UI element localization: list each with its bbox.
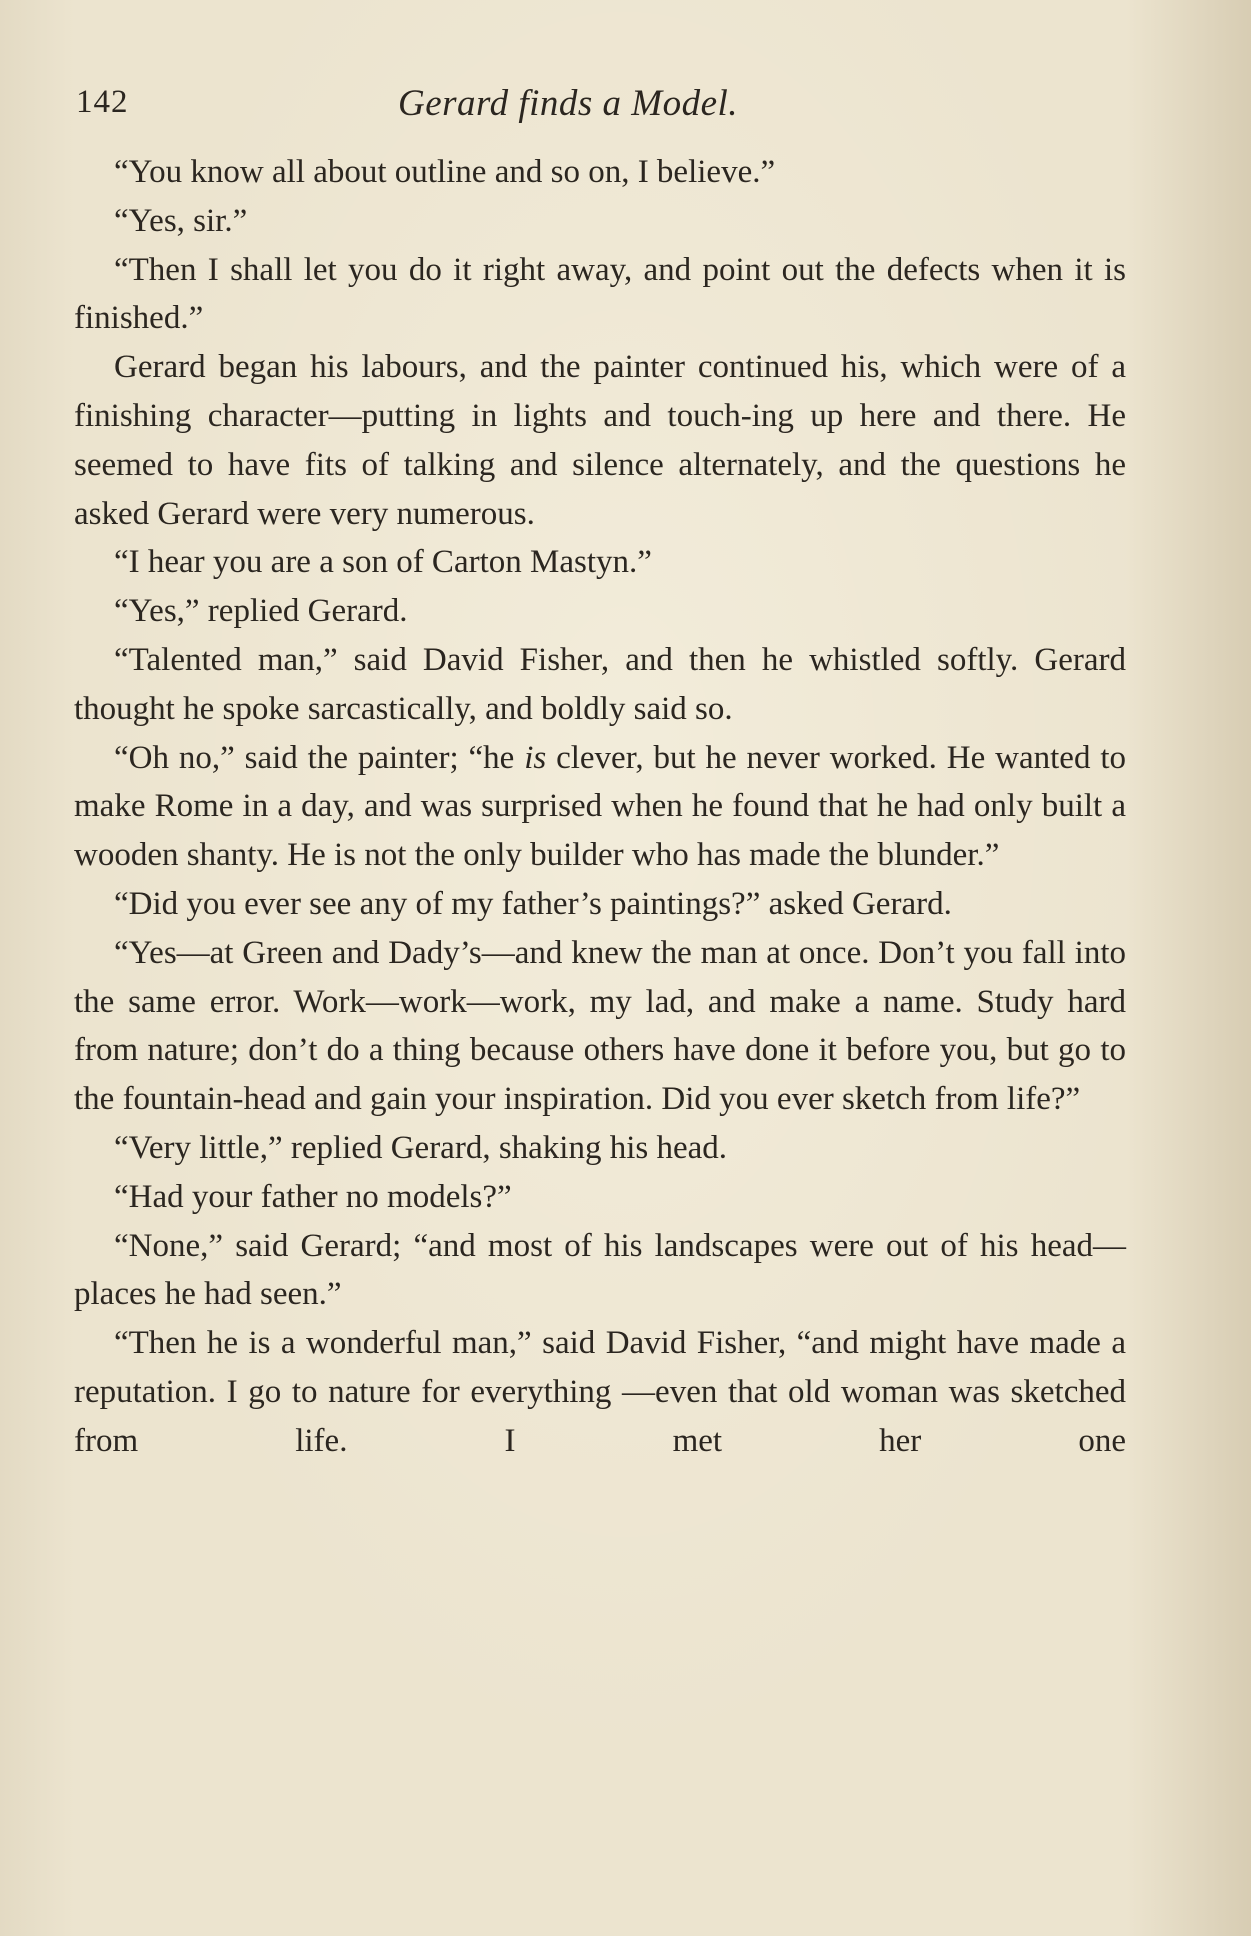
paragraph: “Talented man,” said David Fisher, and then he whistled softly. Gerard thought he spoke sarcastically, and boldly said so. — [74, 641, 1126, 727]
paragraph: “Very little,” replied Gerard, shaking his head. — [114, 1129, 728, 1166]
paragraph: “Yes, sir.” — [114, 202, 248, 239]
paragraph: “Yes,” replied Gerard. — [114, 593, 408, 630]
paragraph: “None,” said Gerard; “and most of his landscapes were out of his head—places he had seen.” — [74, 1227, 1126, 1313]
paragraph: “Had your father no models?” — [114, 1178, 512, 1215]
paragraph-text: clever, but he never worked. He wanted to make Rome in a day, and was surprised when he found that he had only built a wooden shanty. He is not the only builder who has made the blunder.” — [74, 739, 1126, 874]
paragraph-text: “Oh no,” said the painter; “he — [114, 739, 525, 776]
paragraph: “Yes—at Green and Dady’s—and knew the man at once. Don’t you fall into the same error. Work—work—work, my lad, and make a name. Study hard from nature; don’t do a thing because others have done it before you, but go to the fountain-head and gain your inspiration. Did you ever sketch from life?” — [74, 934, 1126, 1118]
paragraph: “Did you ever see any of my father’s paintings?” asked Gerard. — [114, 885, 952, 922]
paragraph: Gerard began his labours, and the painter continued his, which were of a finishing character—putting in lights and touch-ing up here and there. He seemed to have fits of talking and silence alternately, and the questions he asked Gerard were very numerous. — [74, 349, 1126, 532]
page-number: 142 — [76, 84, 129, 120]
emphasis-text: is — [524, 739, 547, 776]
paragraph: “I hear you are a son of Carton Mastyn.” — [114, 544, 652, 581]
chapter-title: Gerard finds a Model. — [398, 83, 739, 124]
paragraph: “Then he is a wonderful man,” said David Fisher, “and might have made a reputation. I go to nature for everything —even that old woman was sketched from life. I met her one — [74, 1325, 1126, 1459]
paragraph — [74, 734, 1126, 880]
paragraph: “You know all about outline and so on, I believe.” — [114, 154, 776, 190]
body-text — [74, 148, 1126, 1466]
paragraph: “Then I shall let you do it right away, and point out the defects when it is finished.” — [74, 251, 1126, 337]
running-head — [74, 70, 1126, 130]
book-page — [74, 70, 1126, 1890]
